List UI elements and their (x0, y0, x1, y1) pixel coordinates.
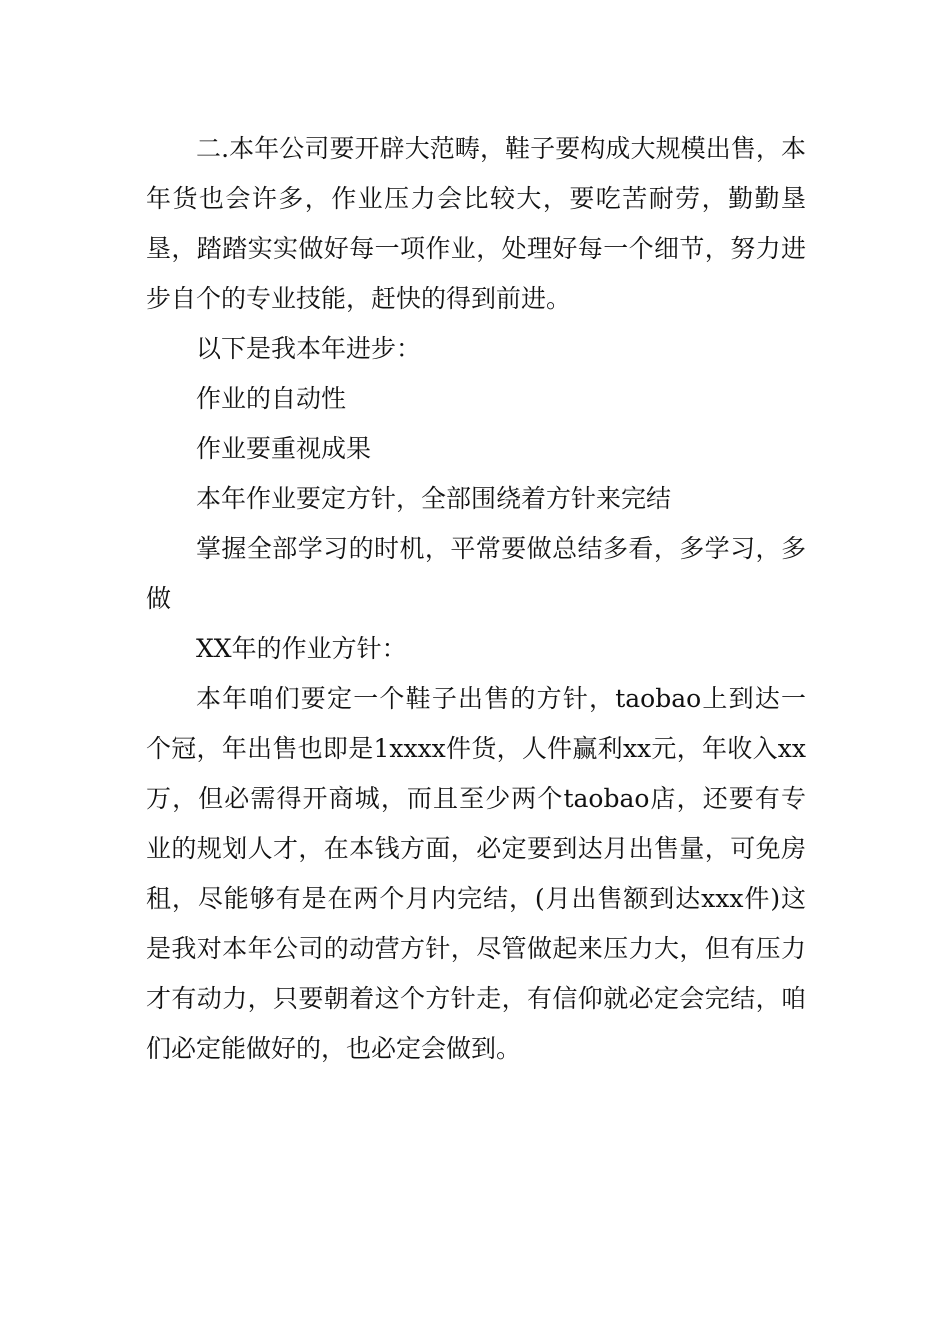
paragraph-progress-intro: 以下是我本年进步： (196, 334, 422, 363)
paragraph-initiative: 作业的自动性 (196, 384, 347, 413)
paragraph-sales-target: 本年咱们要定一个鞋子出售的方针，taobao上到达一个冠，年出售也即是1xxxx件货，人件赢利xx元，年收入xx万，但必需得开商城，而且至少两个taobao店，还要有专业的规划人才，在本钱方面，必定要到达月出售量，可免房租，尽能够有是在两个月内完结，(月出售额到达xxx件)这是我对本年公司的动营方针，尽管做起来压力大，但有压力才有动力，只要朝着这个方针走，有信仰就必定会完结，咱们必定能做好的，也必定会做到。 (146, 684, 806, 1063)
paragraph-goals: 本年作业要定方针，全部围绕着方针来完结 (196, 484, 672, 513)
paragraph-work-goals-heading: XX年的作业方针： (196, 634, 407, 663)
paragraph-results: 作业要重视成果 (196, 434, 372, 463)
document-body (146, 124, 806, 1074)
paragraph-expansion-plan: 二.本年公司要开辟大范畴，鞋子要构成大规模出售，本年货也会许多，作业压力会比较大，要吃苦耐劳，勤勤垦垦，踏踏实实做好每一项作业，处理好每一个细节，努力进步自个的专业技能，赶快的得到前进。 (146, 134, 806, 313)
paragraph-learning: 掌握全部学习的时机，平常要做总结多看，多学习，多做 (146, 534, 806, 613)
